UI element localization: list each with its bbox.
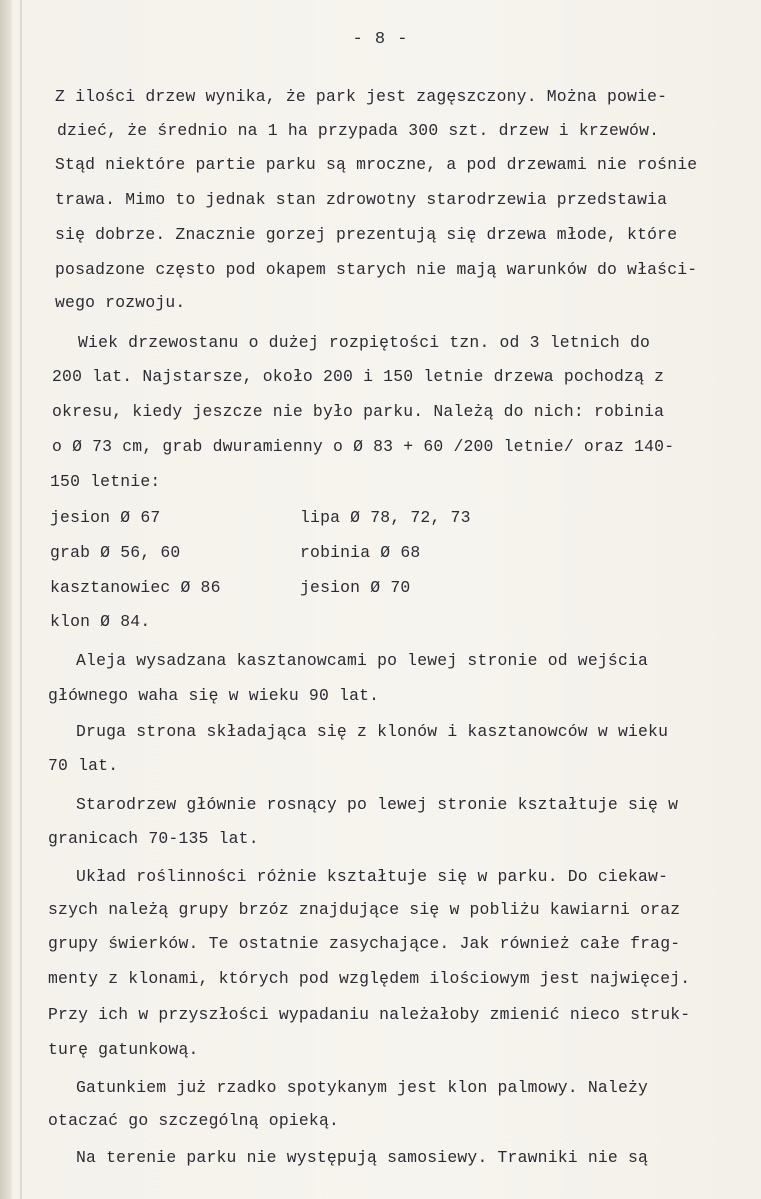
text-line: otaczać go szczególną opieką. (48, 1111, 340, 1130)
text-line: Druga strona składająca się z klonów i kasztanowców w wieku (76, 722, 669, 741)
text-line: 70 lat. (48, 756, 119, 775)
text-line: grupy świerków. Te ostatnie zasychające. Jak również całe frag- (48, 934, 681, 953)
text-line: 150 letnie: (50, 472, 161, 491)
text-line: Układ roślinności różnie kształtuje się w parku. Do ciekaw- (76, 867, 669, 886)
text-line: wego rozwoju. (55, 293, 186, 312)
species-right: robinia Ø 68 (300, 543, 421, 562)
binding-edge (0, 0, 12, 1199)
species-left: grab Ø 56, 60 (50, 543, 181, 562)
text-line: posadzone często pod okapem starych nie mają warunków do właści- (55, 260, 698, 279)
text-line: turę gatunkową. (48, 1040, 199, 1059)
text-line: Gatunkiem już rzadko spotykanym jest klon palmowy. Należy (76, 1078, 649, 1097)
page-crease (20, 0, 22, 1199)
text-line: 200 lat. Najstarsze, około 200 i 150 letnie drzewa pochodzą z (52, 367, 665, 386)
text-line: Z ilości drzew wynika, że park jest zagęszczony. Można powie- (55, 87, 668, 106)
species-left: kasztanowiec Ø 86 (50, 578, 221, 597)
text-line: głównego waha się w wieku 90 lat. (48, 686, 380, 705)
text-line: granicach 70-135 lat. (48, 829, 259, 848)
species-left: klon Ø 84. (50, 612, 151, 631)
text-line: szych należą grupy brzóz znajdujące się w pobliżu kawiarni oraz (48, 900, 681, 919)
text-line: menty z klonami, których pod względem ilościowym jest najwięcej. (48, 969, 691, 988)
text-line: Stąd niektóre partie parku są mroczne, a pod drzewami nie rośnie (55, 155, 698, 174)
species-left: jesion Ø 67 (50, 508, 161, 527)
page-number: - 8 - (352, 30, 409, 49)
species-right: lipa Ø 78, 72, 73 (300, 508, 471, 527)
text-line: Starodrzew głównie rosnący po lewej stronie kształtuje się w (76, 795, 679, 814)
text-line: o Ø 73 cm, grab dwuramienny o Ø 83 + 60 /200 letnie/ oraz 140- (52, 437, 675, 456)
text-line: się dobrze. Znacznie gorzej prezentują się drzewa młode, które (55, 225, 678, 244)
text-line: trawa. Mimo to jednak stan zdrowotny starodrzewia przedstawia (55, 190, 668, 209)
species-right: jesion Ø 70 (300, 578, 411, 597)
text-line: dzieć, że średnio na 1 ha przypada 300 szt. drzew i krzewów. (57, 121, 660, 140)
text-line: okresu, kiedy jeszcze nie było parku. Należą do nich: robinia (52, 402, 665, 421)
text-line: Aleja wysadzana kasztanowcami po lewej stronie od wejścia (76, 651, 649, 670)
text-line: Wiek drzewostanu o dużej rozpiętości tzn. od 3 letnich do (78, 333, 651, 352)
text-line: Przy ich w przyszłości wypadaniu należałoby zmienić nieco struk- (48, 1005, 691, 1024)
text-line: Na terenie parku nie występują samosiewy. Trawniki nie są (76, 1148, 649, 1167)
